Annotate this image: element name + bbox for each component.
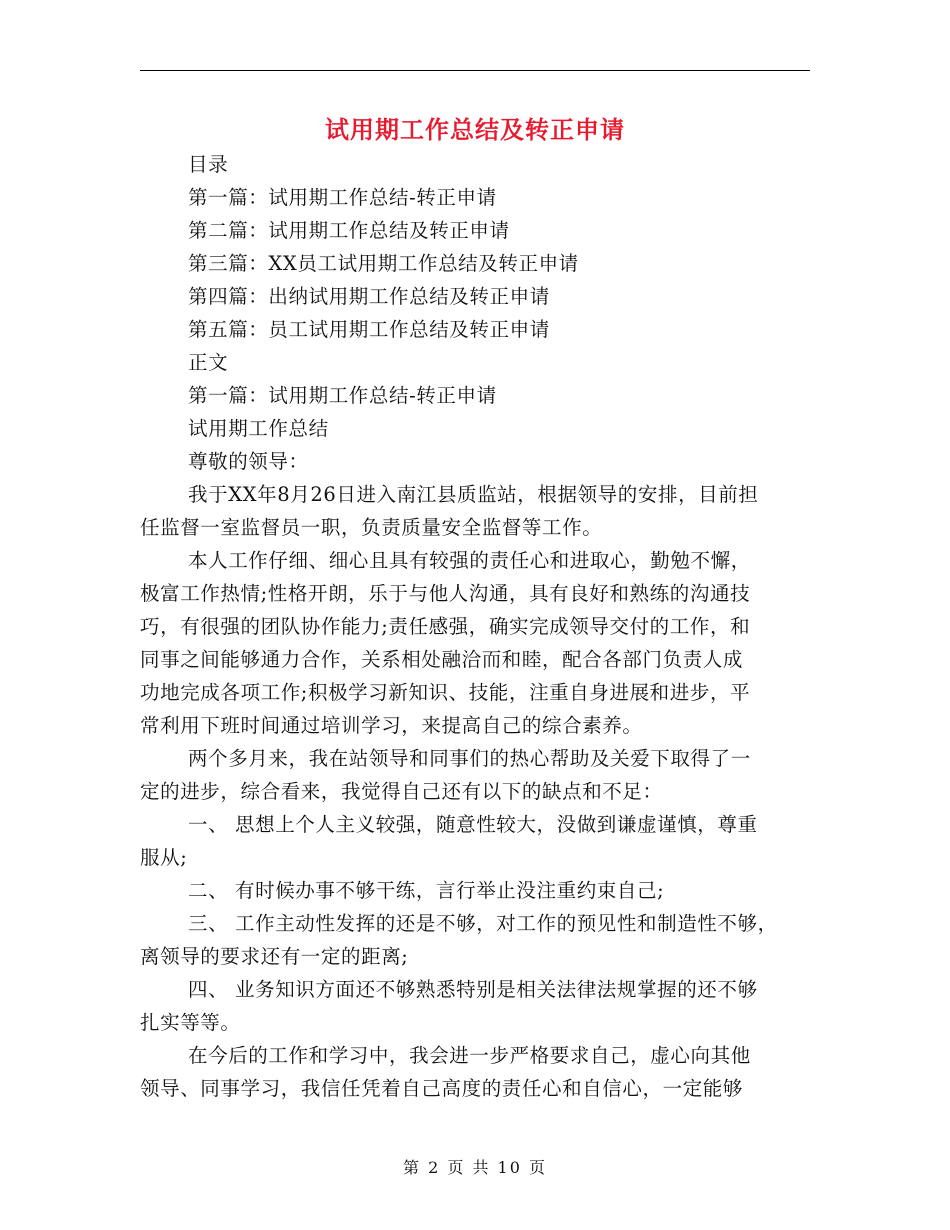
paragraph-line: 两个多月来，我在站领导和同事们的热心帮助及关爱下取得了一 (188, 747, 751, 770)
paragraph-line: 定的进步，综合看来，我觉得自己还有以下的缺点和不足： (140, 780, 663, 803)
list-item-line: 服从; (140, 846, 188, 869)
chapter-title: 第一篇：试用期工作总结-转正申请 (188, 384, 497, 407)
paragraph-line: 巧，有很强的团队协作能力;责任感强，确实完成领导交付的工作，和 (140, 615, 751, 638)
document-title: 试用期工作总结及转正申请 (325, 116, 625, 144)
toc-item-3: 第三篇：XX员工试用期工作总结及转正申请 (188, 252, 579, 275)
paragraph-line: 功地完成各项工作;积极学习新知识、技能，注重自身进展和进步，平 (140, 681, 751, 704)
list-item-line: 离领导的要求还有一定的距离; (140, 945, 409, 968)
top-rule (140, 70, 810, 71)
toc-item-1: 第一篇：试用期工作总结-转正申请 (188, 186, 497, 209)
paragraph-line: 极富工作热情;性格开朗，乐于与他人沟通，具有良好和熟练的沟通技 (140, 582, 751, 605)
paragraph-line: 在今后的工作和学习中，我会进一步严格要求自己，虚心向其他 (188, 1044, 751, 1067)
toc-item-2: 第二篇：试用期工作总结及转正申请 (188, 219, 510, 242)
body-heading: 正文 (188, 351, 229, 374)
salutation: 尊敬的领导： (188, 450, 309, 473)
paragraph-line: 任监督一室监督员一职，负责质量安全监督等工作。 (140, 516, 603, 539)
paragraph-line: 我于XX年8月26日进入南江县质监站，根据领导的安排，目前担 (188, 483, 759, 506)
list-item-line: 二、 有时候办事不够干练，言行举止没注重约束自己; (188, 879, 665, 902)
list-item-line: 扎实等等。 (140, 1011, 241, 1034)
paragraph-line: 常利用下班时间通过培训学习，来提高自己的综合素养。 (140, 714, 643, 737)
paragraph-line: 同事之间能够通力合作，关系相处融洽而和睦，配合各部门负责人成 (140, 648, 744, 671)
toc-item-4: 第四篇：出纳试用期工作总结及转正申请 (188, 285, 550, 308)
list-item-line: 一、 思想上个人主义较强，随意性较大，没做到谦虚谨慎，尊重 (188, 813, 758, 836)
list-item-line: 三、 工作主动性发挥的还是不够，对工作的预见性和制造性不够， (188, 912, 778, 935)
section-title: 试用期工作总结 (188, 417, 329, 440)
paragraph-line: 本人工作仔细、细心且具有较强的责任心和进取心，勤勉不懈， (188, 549, 751, 572)
page-number: 第 2 页 共 10 页 (403, 1158, 547, 1177)
paragraph-line: 领导、同事学习，我信任凭着自己高度的责任心和自信心，一定能够 (140, 1077, 744, 1100)
toc-heading: 目录 (188, 153, 229, 176)
toc-item-5: 第五篇：员工试用期工作总结及转正申请 (188, 318, 550, 341)
list-item-line: 四、 业务知识方面还不够熟悉特别是相关法律法规掌握的还不够 (188, 978, 758, 1001)
